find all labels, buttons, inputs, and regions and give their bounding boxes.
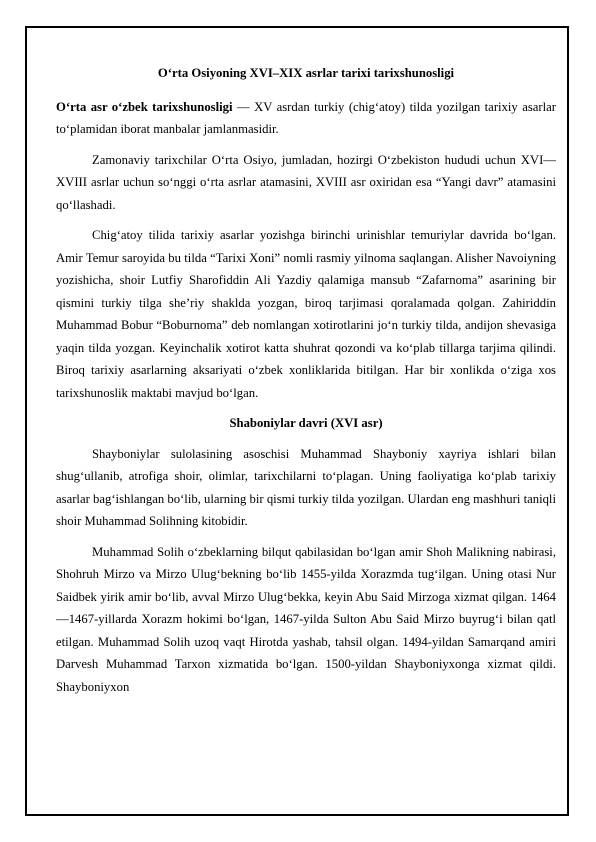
paragraph-5: Muhammad Solih o‘zbeklarning bilqut qabilasidan bo‘lgan amir Shoh Malikning nabirasi, Shohruh Mirzo va Mirzo Ulug‘bekning bo‘lib 1455-yilda Xorazmda tug‘ilgan. Uning otasi Nur Saidbek yirik amir bo‘lib, avval Mirzo Ulug‘bekka, keyin Abu Said Mirzoga xizmat qilgan. 1464—1467-yillarda Xorazm hokimi bo‘lgan, 1467-yilda Sulton Abu Said Mirzo buyrug‘i bilan qatl etilgan. Muhammad Solih uzoq vaqt Hirotda yashab, tahsil olgan. 1494-yildan Samarqand amiri Darvesh Muhammad Tarxon xizmatida bo‘lgan. 1500-yildan Shayboniyxonga xizmat qildi. Shayboniyxon	[56, 544, 556, 694]
document-body	[56, 62, 556, 706]
intro-text: — XV asrdan turkiy (chig‘atoy) tilda yozilgan tarixiy asarlar to‘plamidan iborat manbalar jamlanmasidir.	[56, 99, 557, 136]
paragraph-3: Chig‘atoy tilida tarixiy asarlar yozishga birinchi urinishlar temuriylar davrida bo‘lgan. Amir Temur saroyida bu tilda “Tarixi Xoni” nomli rasmiy yilnoma saqlangan. Alisher Navoiyning yozishicha, shoir Lutfiy Sharofiddin Ali Yazdiy qalamiga mansub “Zafarnoma” asarining bir qismini turkiy tilga she’riy shaklda yozgan, biroq tarjimasi qoralamada qolgan. Zahiriddin Muhammad Bobur “Boburnoma” deb nomlangan xotirotlarini jo‘n turkiy tilda, andijon shevasiga yaqin tilda yozgan. Keyinchalik xotirot katta shuhrat qozondi va ko‘plab tillarga tarjima qilindi. Biroq tarixiy asarlarning aksariyati o‘zbek xonliklarida bitilgan. Har bir xonlikda o‘ziga xos tarixshunoslik maktabi mavjud bo‘lgan.	[56, 228, 556, 400]
paragraph-2: Zamonaviy tarixchilar O‘rta Osiyo, jumladan, hozirgi O‘zbekiston hududi uchun XVI—XVIII asrlar uchun so‘nggi o‘rta asrlar atamasini, XVIII asr oxiridan esa “Yangi davr” atamasini qo‘llashadi.	[56, 152, 556, 212]
document-title: O‘rta Osiyoning XVI–XIX asrlar tarixi tarixshunosligi	[157, 66, 455, 80]
intro-paragraph	[56, 96, 556, 141]
intro-term: O‘rta asr o‘zbek tarixshunosligi	[56, 99, 233, 114]
paragraph-4: Shayboniylar sulolasining asoschisi Muhammad Shayboniy xayriya ishlari bilan shug‘ullanib, atrofiga shoir, olimlar, tarixchilarni to‘plagan. Uning faoliyatiga ko‘plab tarixiy asarlar bag‘ishlangan bo‘lib, ularning bir qismi turkiy tilda yozilgan. Ulardan eng mashhuri taniqli shoir Muhammad Solihning kitobidir.	[56, 446, 556, 528]
section-title: Shaboniylar davri (XVI asr)	[229, 416, 383, 430]
